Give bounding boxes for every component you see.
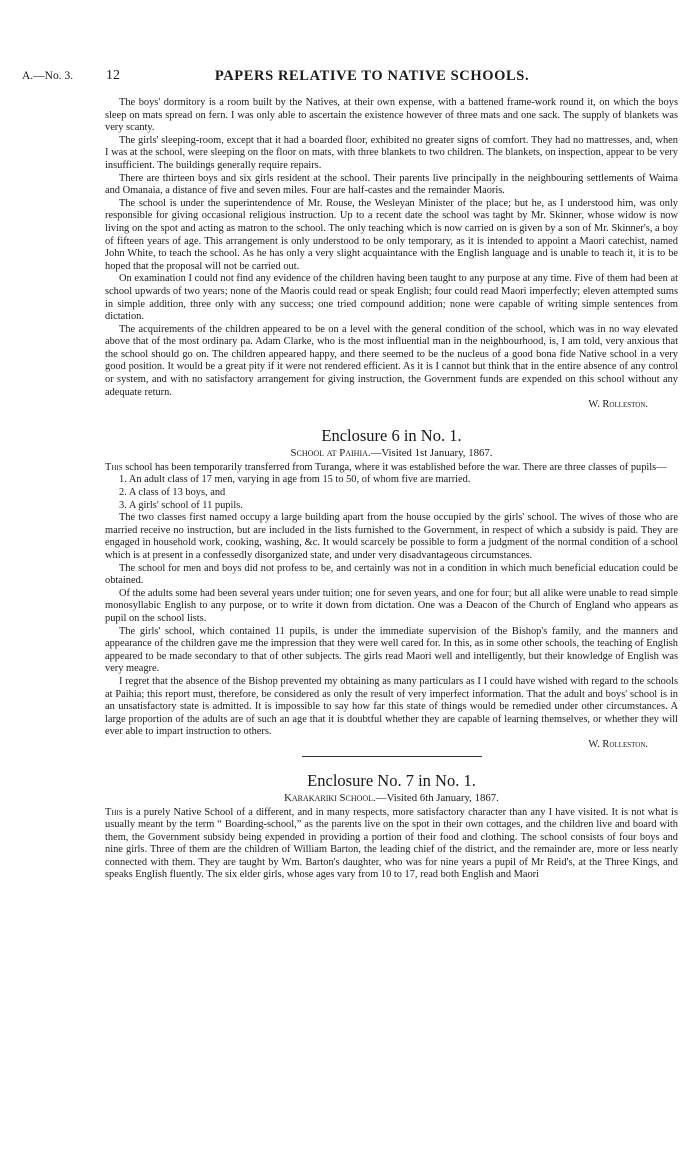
list-item: 1. An adult class of 17 men, varying in age from 15 to 50, of whom five are married.: [119, 474, 471, 486]
enclosure-title: Enclosure 6 in No. 1.: [321, 425, 462, 445]
intro-section: [105, 97, 678, 412]
list-item: 3. A girls' school of 11 pupils.: [119, 499, 243, 511]
visit-date: —Visited 6th January, 1867.: [375, 791, 499, 804]
paragraph: On examination I could not find any evidence of the children having been taught to any purpose at any time. Five of them had been at school upwards of two years; none of the Maoris could read or speak English; four could read Maori imperfectly; eleven attempted sums in simple addition, three only with any success; one tried compound addition; none were capable of writing simple sentences from dictation.: [105, 273, 678, 323]
lead-word: This: [105, 806, 123, 818]
signature: W. Rolleston.: [588, 738, 648, 750]
pupil-classes-list: [105, 474, 678, 512]
opening-text: school has been temporarily transferred from Turanga, where it was established before the war. There are three classes of pupils—: [122, 461, 667, 473]
paragraph: The boys' dormitory is a room built by the Natives, at their own expense, with a battened frame-work round it, on which the boys sleep on mats spread on fern. I was only able to ascertain the existence however of three mats and one sack. The supply of blankets was very scanty.: [105, 97, 678, 134]
paragraph: There are thirteen boys and six girls resident at the school. Their parents live principally in the neighbouring settlements of Waima and Omanaia, a distance of five and seven miles. Four are half-castes and the remainder Maoris.: [105, 172, 678, 197]
section-divider: [302, 756, 482, 757]
document-body: [105, 97, 678, 882]
paragraph: Of the adults some had been several years under tuition; one for seven years, and one for four; but all alike were unable to read simple monosyllabic English to any purpose, or to write it down from dictation. One was a Deacon of the Church of England who appears as pupil on the school lists.: [105, 587, 678, 624]
page-header: [22, 68, 682, 90]
paragraph: [105, 807, 678, 883]
signature: W. Rolleston.: [588, 399, 648, 411]
visit-date: —Visited 1st January, 1867.: [370, 446, 493, 459]
lead-word: This: [105, 461, 123, 473]
page-number: 12: [106, 68, 120, 83]
enclosure-subtitle: [105, 447, 678, 460]
enclosure-6-section: [105, 426, 678, 757]
enclosure-title: Enclosure No. 7 in No. 1.: [307, 770, 476, 790]
paragraph: I regret that the absence of the Bishop prevented my obtaining as many particulars as I I could have wished with regard to the schools at Paihia; this report must, therefore, be considered as only the result of very imperfect information. That the adult and boys' school is in an unsatisfactory state is admitted. It is impossible to say how far this state of things would be remedied under other circumstances. A large proportion of the adults are of such an age that it is doubtful whether they are capable of learning themselves, or whether they will ever able to impart instruction to others.: [105, 675, 678, 738]
paragraph: The school for men and boys did not profess to be, and certainly was not in a condition in which much beneficial education could be obtained.: [105, 562, 678, 587]
paper-reference: A.—No. 3.: [22, 70, 74, 82]
paragraph: The girls' school, which contained 11 pupils, is under the immediate supervision of the Bishop's family, and the manners and appearance of the children gave me the impression that they were well cared for. In this, as in some other schools, the teaching of English appeared to be made secondary to that of other subjects. The girls read Maori well and intelligently, but their knowledge of English was very meagre.: [105, 625, 678, 675]
enclosure-7-section: [105, 771, 678, 883]
paragraph: [105, 462, 678, 475]
enclosure-subtitle: [105, 792, 678, 805]
running-title: PAPERS RELATIVE TO NATIVE SCHOOLS.: [214, 68, 530, 84]
paragraph: The two classes first named occupy a large building apart from the house occupied by the girls' school. The wives of those who are married receive no instruction, but are included in the lists furnished to the Government, in respect of which a subsidy is paid. They are engaged in household work, cooking, washing, &c. It would scarcely be possible to form a judgment of the normal condition of a school which is at present in a confessedly disorganized state, and under very disadvantageous circumstances.: [105, 512, 678, 561]
paragraph-text: is a purely Native School of a different, and in many respects, more satisfactory character than any I have visited. It is not what is usually meant by the term “ Boarding-school,” as the parents live on the spot in their own cottages, and the children live and board with them, the Government subsidy being expended in providing a portion of their food and clothing. The school consists of four boys and nine girls. Three of them are the children of William Barton, the leading chief of the district, and the remainder are, more or less nearly connected with them. They are taught by Wm. Barton's daughter, who was for nine years a pupil of Mr Reid's, at the Three Kings, and speaks English fluently. The six elder girls, whose ages vary from 10 to 17, read both English and Maori: [105, 806, 678, 881]
paragraph: The acquirements of the children appeared to be on a level with the general condition of the school, which was in no way elevated above that of the most ordinary pa. Adam Clarke, who is the most influential man in the neighbourhood, is, I am told, very anxious that the school should go on. The children appeared happy, and there seemed to be the nucleus of a good bona fide Native school in a very good position. It would be a great pity if it were not rendered efficient. As it is I cannot but think that in the entire absence of any control or system, and with no satisfactory arrangement for giving instruction, the Government funds are expended on this school without any adequate return.: [105, 323, 678, 398]
paragraph: The school is under the superintendence of Mr. Rouse, the Wesleyan Minister of the place; but he, as I understood him, was only responsible for giving occasional religious instruction. Up to a recent date the school was taght by Mr. Skinner, whose widow is now living on the spot and acting as matron to the school. The only teaching which is now carried on is given by a son of Mr. Skinner's, a boy of fifteen years of age. This arrangement is only understood to be only temporary, as it is intended to appoint a Maori catechist, named John White, to teach the school. As he has only a very slight acquaintance with the English language and is unable to teach it, it is to be hoped that the proposal will not be carried out.: [105, 197, 678, 272]
school-name: Karakariki School.: [284, 791, 376, 804]
list-item: 2. A class of 13 boys, and: [119, 487, 226, 499]
paragraph: The girls' sleeping-room, except that it had a boarded floor, exhibited no greater signs of comfort. They had no mattresses, and, when I was at the school, were sleeping on the floor on mats, with three blankets to two children. The blankets, on inspection, appear to be very insufficient. The buildings generally require repairs.: [105, 134, 678, 171]
school-name: School at Paihia.: [290, 446, 371, 459]
